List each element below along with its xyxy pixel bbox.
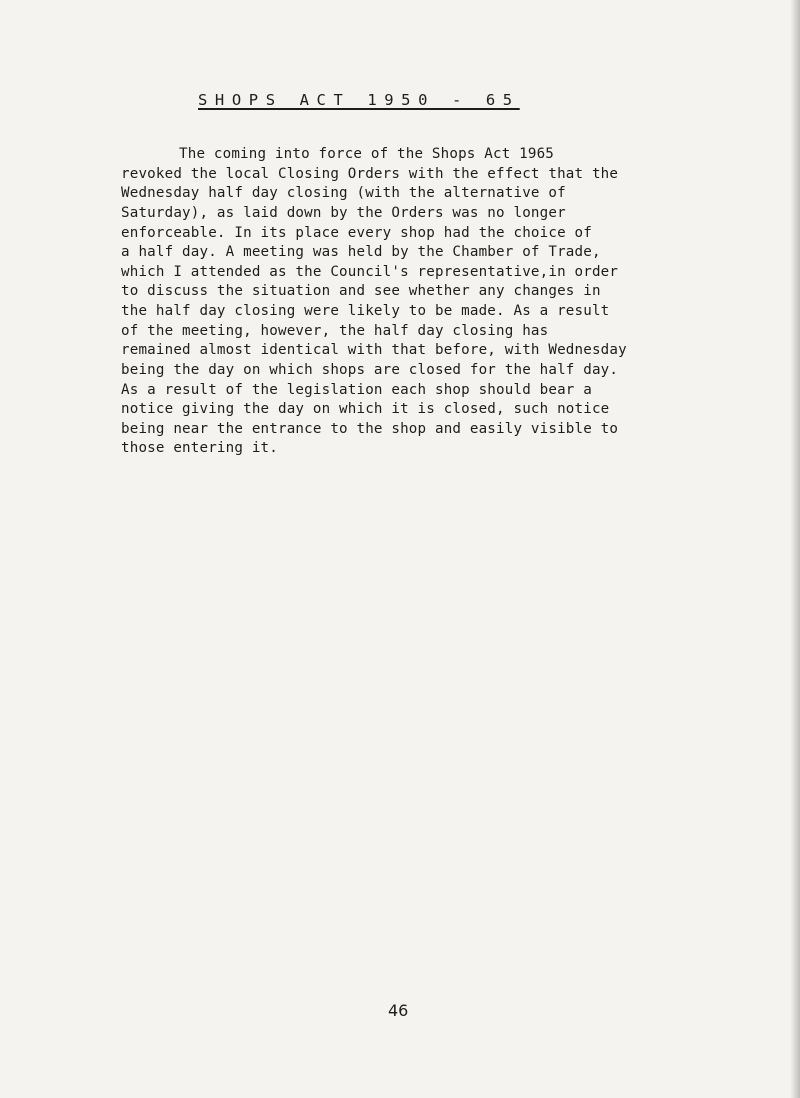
paragraph-line: being the day on which shops are closed for the half day. <box>121 361 619 378</box>
page-number: 46 <box>388 1001 409 1020</box>
paragraph-line: remained almost identical with that before, with Wednesday <box>121 342 627 359</box>
paragraph-line: Wednesday half day closing (with the alternative of <box>121 185 566 202</box>
paragraph-line: being near the entrance to the shop and easily visible to <box>121 420 619 437</box>
paragraph-line: of the meeting, however, the half day closing has <box>121 322 549 339</box>
paragraph-line: a half day. A meeting was held by the Chamber of Trade, <box>121 244 601 261</box>
paragraph-line: revoked the local Closing Orders with the effect that the <box>121 165 619 182</box>
paragraph-line: which I attended as the Council's representative,in order <box>121 263 619 280</box>
paragraph-line: Saturday), as laid down by the Orders was no longer <box>121 204 566 221</box>
paragraph-line: enforceable. In its place every shop had the choice of <box>121 224 592 241</box>
paragraph-line: to discuss the situation and see whether any changes in <box>121 283 601 300</box>
body-paragraph <box>121 145 701 459</box>
paragraph-line: notice giving the day on which it is closed, such notice <box>121 401 610 418</box>
paragraph-line: As a result of the legislation each shop should bear a <box>121 381 592 398</box>
page-edge-shadow <box>790 0 800 1098</box>
paragraph-line: those entering it. <box>121 440 278 457</box>
paragraph-line: The coming into force of the Shops Act 1965 <box>179 146 555 162</box>
page-heading: SHOPS ACT 1950 - 65 <box>198 91 520 109</box>
paragraph-line: the half day closing were likely to be made. As a result <box>121 303 610 319</box>
